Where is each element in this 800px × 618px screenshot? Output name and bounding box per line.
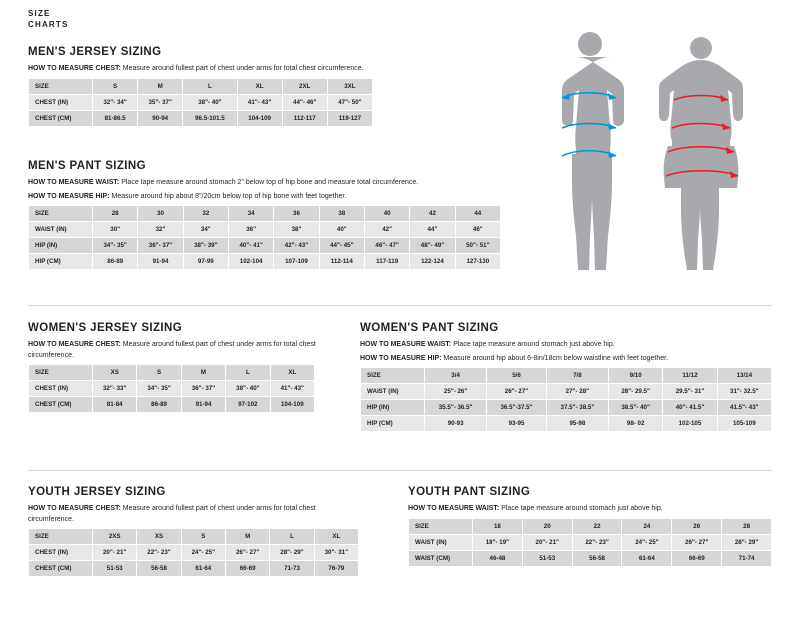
section-mens-jersey-sizing — [28, 46, 508, 127]
howto-label: HOW TO MEASURE CHEST: — [28, 341, 121, 348]
table-cell: 117-119 — [364, 254, 409, 270]
table-cell: 46" — [455, 222, 500, 238]
table-header-row — [29, 529, 359, 545]
howto-text: Measure around fullest part of chest under arms for total chest circumference. — [120, 65, 364, 72]
column-header: 26 — [672, 518, 722, 534]
column-header: M — [181, 365, 225, 381]
table-cell: 40"- 41.5" — [663, 400, 717, 416]
table-cell: 51-53 — [522, 550, 572, 566]
row-header: CHEST (CM) — [29, 110, 93, 126]
table-cell: 27"- 28" — [546, 384, 608, 400]
column-header: S — [137, 365, 181, 381]
table-cell: 34" — [183, 222, 228, 238]
table-header-row — [361, 368, 772, 384]
howto-label: HOW TO MEASURE HIP: — [360, 354, 442, 362]
table-cell: 22"- 23" — [572, 534, 622, 550]
table-cell: 51-53 — [93, 561, 137, 577]
howto-text: Place tape measure around stomach just above hip. — [499, 505, 663, 512]
table-cell: 26"- 27" — [672, 534, 722, 550]
table-cell: 104-109 — [237, 110, 282, 126]
table-cell: 71-73 — [270, 561, 314, 577]
table-row — [29, 254, 501, 270]
mens-jersey-table — [28, 78, 373, 127]
column-header: 3XL — [327, 78, 372, 94]
table-header-row — [409, 518, 772, 534]
column-header: XS — [93, 365, 137, 381]
section-youth-pant-sizing — [408, 486, 773, 567]
how-to-measure-chest — [28, 504, 363, 525]
table-row — [29, 110, 373, 126]
row-header: CHEST (IN) — [29, 381, 93, 397]
howto-label: HOW TO MEASURE WAIST: — [360, 341, 452, 348]
howto-text: Measure around hip about 6-8in/18cm below waistline with feet together. — [441, 354, 669, 362]
howto-text: Measure around fullest part of chest under arms for total chest circumference. — [28, 505, 316, 523]
section-title: MEN'S PANT SIZING — [28, 160, 146, 172]
table-row — [29, 222, 501, 238]
table-cell: 37.5"- 38.5" — [546, 400, 608, 416]
table-cell: 32"- 34" — [93, 94, 138, 110]
column-header: 7/8 — [546, 368, 608, 384]
table-cell: 35"- 37" — [138, 94, 183, 110]
column-header: S — [93, 78, 138, 94]
column-header: SIZE — [361, 368, 425, 384]
table-cell: 41"- 43" — [270, 381, 314, 397]
table-cell: 81-86.5 — [93, 110, 138, 126]
table-cell: 38"- 40" — [183, 94, 237, 110]
table-cell: 32"- 33" — [93, 381, 137, 397]
table-row — [29, 545, 359, 561]
table-cell: 42"- 43" — [274, 238, 319, 254]
table-cell: 36.5"-37.5" — [487, 400, 547, 416]
column-header: L — [226, 365, 270, 381]
table-cell: 42" — [364, 222, 409, 238]
table-cell: 24"- 25" — [622, 534, 672, 550]
table-cell: 61-64 — [181, 561, 225, 577]
table-cell: 56-58 — [137, 561, 181, 577]
table-cell: 26"- 27" — [225, 545, 269, 561]
table-cell: 38" — [274, 222, 319, 238]
column-header: XL — [270, 365, 314, 381]
column-header: M — [138, 78, 183, 94]
column-header: SIZE — [29, 365, 93, 381]
row-header: WAIST (IN) — [361, 384, 425, 400]
howto-label: HOW TO MEASURE CHEST: — [28, 505, 121, 512]
table-cell: 31"- 32.5" — [717, 384, 771, 400]
column-header: 28 — [722, 518, 772, 534]
section-title: YOUTH JERSEY SIZING — [28, 486, 166, 498]
column-header: 22 — [572, 518, 622, 534]
youth-pant-table — [408, 518, 772, 567]
table-row — [29, 238, 501, 254]
howto-text: Measure around hip about 8"/20cm below top of hip bone with feet together. — [109, 192, 347, 200]
howto-text: Place tape measure around stomach just above hip. — [451, 341, 615, 348]
table-header-row — [29, 365, 315, 381]
column-header: 44 — [455, 206, 500, 222]
table-cell: 34"- 35" — [93, 238, 138, 254]
section-youth-jersey-sizing — [28, 486, 363, 577]
table-cell: 95-98 — [546, 416, 608, 432]
column-header: 34 — [228, 206, 273, 222]
measurement-figures — [528, 28, 778, 290]
column-header: 2XS — [93, 529, 137, 545]
table-cell: 91-94 — [138, 254, 183, 270]
table-row — [29, 381, 315, 397]
table-cell: 46-48 — [473, 550, 523, 566]
column-header: 11/12 — [663, 368, 717, 384]
row-header: HIP (CM) — [361, 416, 425, 432]
column-header: 40 — [364, 206, 409, 222]
table-cell: 35.5"- 36.5" — [425, 400, 487, 416]
page-title-line1: SIZE — [28, 9, 51, 18]
column-header: 36 — [274, 206, 319, 222]
table-cell: 96.5-101.5 — [183, 110, 237, 126]
row-header: WAIST (CM) — [409, 550, 473, 566]
table-row — [361, 416, 772, 432]
womens-pant-table — [360, 367, 772, 432]
table-cell: 34"- 35" — [137, 381, 181, 397]
table-cell: 97-99 — [183, 254, 228, 270]
column-header: 42 — [410, 206, 455, 222]
table-cell: 40" — [319, 222, 364, 238]
column-header: 28 — [93, 206, 138, 222]
row-header: CHEST (IN) — [29, 94, 93, 110]
row-header: WAIST (IN) — [409, 534, 473, 550]
column-header: 24 — [622, 518, 672, 534]
table-cell: 28"- 29.5" — [608, 384, 662, 400]
row-header: HIP (IN) — [361, 400, 425, 416]
howto-label: HOW TO MEASURE WAIST: — [28, 179, 120, 186]
section-womens-pant-sizing — [360, 322, 772, 432]
row-header: WAIST (IN) — [29, 222, 93, 238]
table-cell: 71-74 — [722, 550, 772, 566]
table-cell: 18"- 19" — [473, 534, 523, 550]
mens-pant-table — [28, 205, 501, 270]
page-title-line2: CHARTS — [28, 20, 69, 29]
column-header: SIZE — [29, 529, 93, 545]
table-cell: 26"- 27" — [487, 384, 547, 400]
table-cell: 76-79 — [314, 561, 358, 577]
how-to-measure-hip — [28, 192, 528, 203]
table-cell: 41"- 43" — [237, 94, 282, 110]
table-cell: 28"- 29" — [722, 534, 772, 550]
table-cell: 90-93 — [425, 416, 487, 432]
column-header: 38 — [319, 206, 364, 222]
column-header: S — [181, 529, 225, 545]
table-cell: 44"- 45" — [319, 238, 364, 254]
table-cell: 20"- 21" — [93, 545, 137, 561]
table-cell: 36" — [228, 222, 273, 238]
table-cell: 86-89 — [93, 254, 138, 270]
divider — [28, 470, 772, 471]
table-cell: 107-109 — [274, 254, 319, 270]
table-cell: 97-102 — [226, 397, 270, 413]
column-header: 18 — [473, 518, 523, 534]
table-cell: 66-69 — [225, 561, 269, 577]
table-cell: 47"- 50" — [327, 94, 372, 110]
table-cell: 25"- 26" — [425, 384, 487, 400]
column-header: 13/14 — [717, 368, 771, 384]
table-row — [409, 534, 772, 550]
section-title: YOUTH PANT SIZING — [408, 486, 531, 498]
table-cell: 48"- 49" — [410, 238, 455, 254]
table-header-row — [29, 206, 501, 222]
how-to-measure-chest — [28, 64, 508, 75]
how-to-measure-waist — [408, 504, 773, 515]
table-header-row — [29, 78, 373, 94]
table-cell: 22"- 23" — [137, 545, 181, 561]
table-cell: 44" — [410, 222, 455, 238]
table-cell: 38.5"- 40" — [608, 400, 662, 416]
how-to-measure-hip — [360, 354, 772, 365]
table-cell: 46"- 47" — [364, 238, 409, 254]
section-title: WOMEN'S JERSEY SIZING — [28, 322, 183, 334]
column-header: L — [270, 529, 314, 545]
table-cell: 30"- 31" — [314, 545, 358, 561]
table-cell: 32" — [138, 222, 183, 238]
female-body-figure — [659, 37, 743, 270]
table-row — [29, 397, 315, 413]
table-cell: 102-104 — [228, 254, 273, 270]
table-cell: 93-95 — [487, 416, 547, 432]
table-row — [409, 550, 772, 566]
table-row — [361, 384, 772, 400]
column-header: 2XL — [282, 78, 327, 94]
column-header: SIZE — [409, 518, 473, 534]
table-cell: 112-114 — [319, 254, 364, 270]
howto-text: Place tape measure around stomach 2" below top of hip bone and measure total circumference. — [119, 179, 419, 186]
section-mens-pant-sizing — [28, 160, 528, 270]
table-cell: 56-58 — [572, 550, 622, 566]
column-header: SIZE — [29, 78, 93, 94]
row-header: HIP (IN) — [29, 238, 93, 254]
table-cell: 91-94 — [181, 397, 225, 413]
section-title: WOMEN'S PANT SIZING — [360, 322, 499, 334]
table-row — [361, 400, 772, 416]
column-header: XL — [314, 529, 358, 545]
column-header: 3/4 — [425, 368, 487, 384]
table-cell: 66-69 — [672, 550, 722, 566]
page-title — [28, 8, 69, 30]
how-to-measure-chest — [28, 340, 328, 361]
column-header: SIZE — [29, 206, 93, 222]
table-cell: 105-109 — [717, 416, 771, 432]
table-cell: 61-64 — [622, 550, 672, 566]
table-cell: 44"- 46" — [282, 94, 327, 110]
table-cell: 86-89 — [137, 397, 181, 413]
table-cell: 36"- 37" — [181, 381, 225, 397]
row-header: CHEST (CM) — [29, 561, 93, 577]
table-cell: 24"- 25" — [181, 545, 225, 561]
column-header: 32 — [183, 206, 228, 222]
table-cell: 122-124 — [410, 254, 455, 270]
column-header: XL — [237, 78, 282, 94]
table-cell: 36"- 37" — [138, 238, 183, 254]
table-cell: 50"- 51" — [455, 238, 500, 254]
table-cell: 104-109 — [270, 397, 314, 413]
column-header: 20 — [522, 518, 572, 534]
table-cell: 98- 02 — [608, 416, 662, 432]
howto-label: HOW TO MEASURE HIP: — [28, 192, 110, 200]
table-row — [29, 94, 373, 110]
table-cell: 41.5"- 43" — [717, 400, 771, 416]
how-to-measure-waist — [360, 340, 772, 351]
section-title: MEN'S JERSEY SIZING — [28, 46, 162, 58]
row-header: CHEST (CM) — [29, 397, 93, 413]
table-cell: 28"- 29" — [270, 545, 314, 561]
table-cell: 102-105 — [663, 416, 717, 432]
row-header: CHEST (IN) — [29, 545, 93, 561]
table-cell: 119-127 — [327, 110, 372, 126]
column-header: M — [225, 529, 269, 545]
column-header: 9/10 — [608, 368, 662, 384]
row-header: HIP (CM) — [29, 254, 93, 270]
divider — [28, 305, 772, 306]
how-to-measure-waist — [28, 178, 528, 189]
table-cell: 38"- 40" — [226, 381, 270, 397]
table-cell: 20"- 21" — [522, 534, 572, 550]
column-header: XS — [137, 529, 181, 545]
howto-text: Measure around fullest part of chest under arms for total chest circumference. — [28, 341, 316, 359]
table-cell: 112-117 — [282, 110, 327, 126]
youth-jersey-table — [28, 528, 359, 577]
table-cell: 81-84 — [93, 397, 137, 413]
table-cell: 127-130 — [455, 254, 500, 270]
column-header: 5/6 — [487, 368, 547, 384]
column-header: 30 — [138, 206, 183, 222]
column-header: L — [183, 78, 237, 94]
table-row — [29, 561, 359, 577]
howto-label: HOW TO MEASURE WAIST: — [408, 505, 500, 512]
table-cell: 90-94 — [138, 110, 183, 126]
table-cell: 30" — [93, 222, 138, 238]
table-cell: 38"- 39" — [183, 238, 228, 254]
section-womens-jersey-sizing — [28, 322, 328, 413]
womens-jersey-table — [28, 364, 315, 413]
table-cell: 29.5"- 31" — [663, 384, 717, 400]
table-cell: 40"- 41" — [228, 238, 273, 254]
howto-label: HOW TO MEASURE CHEST: — [28, 65, 121, 72]
